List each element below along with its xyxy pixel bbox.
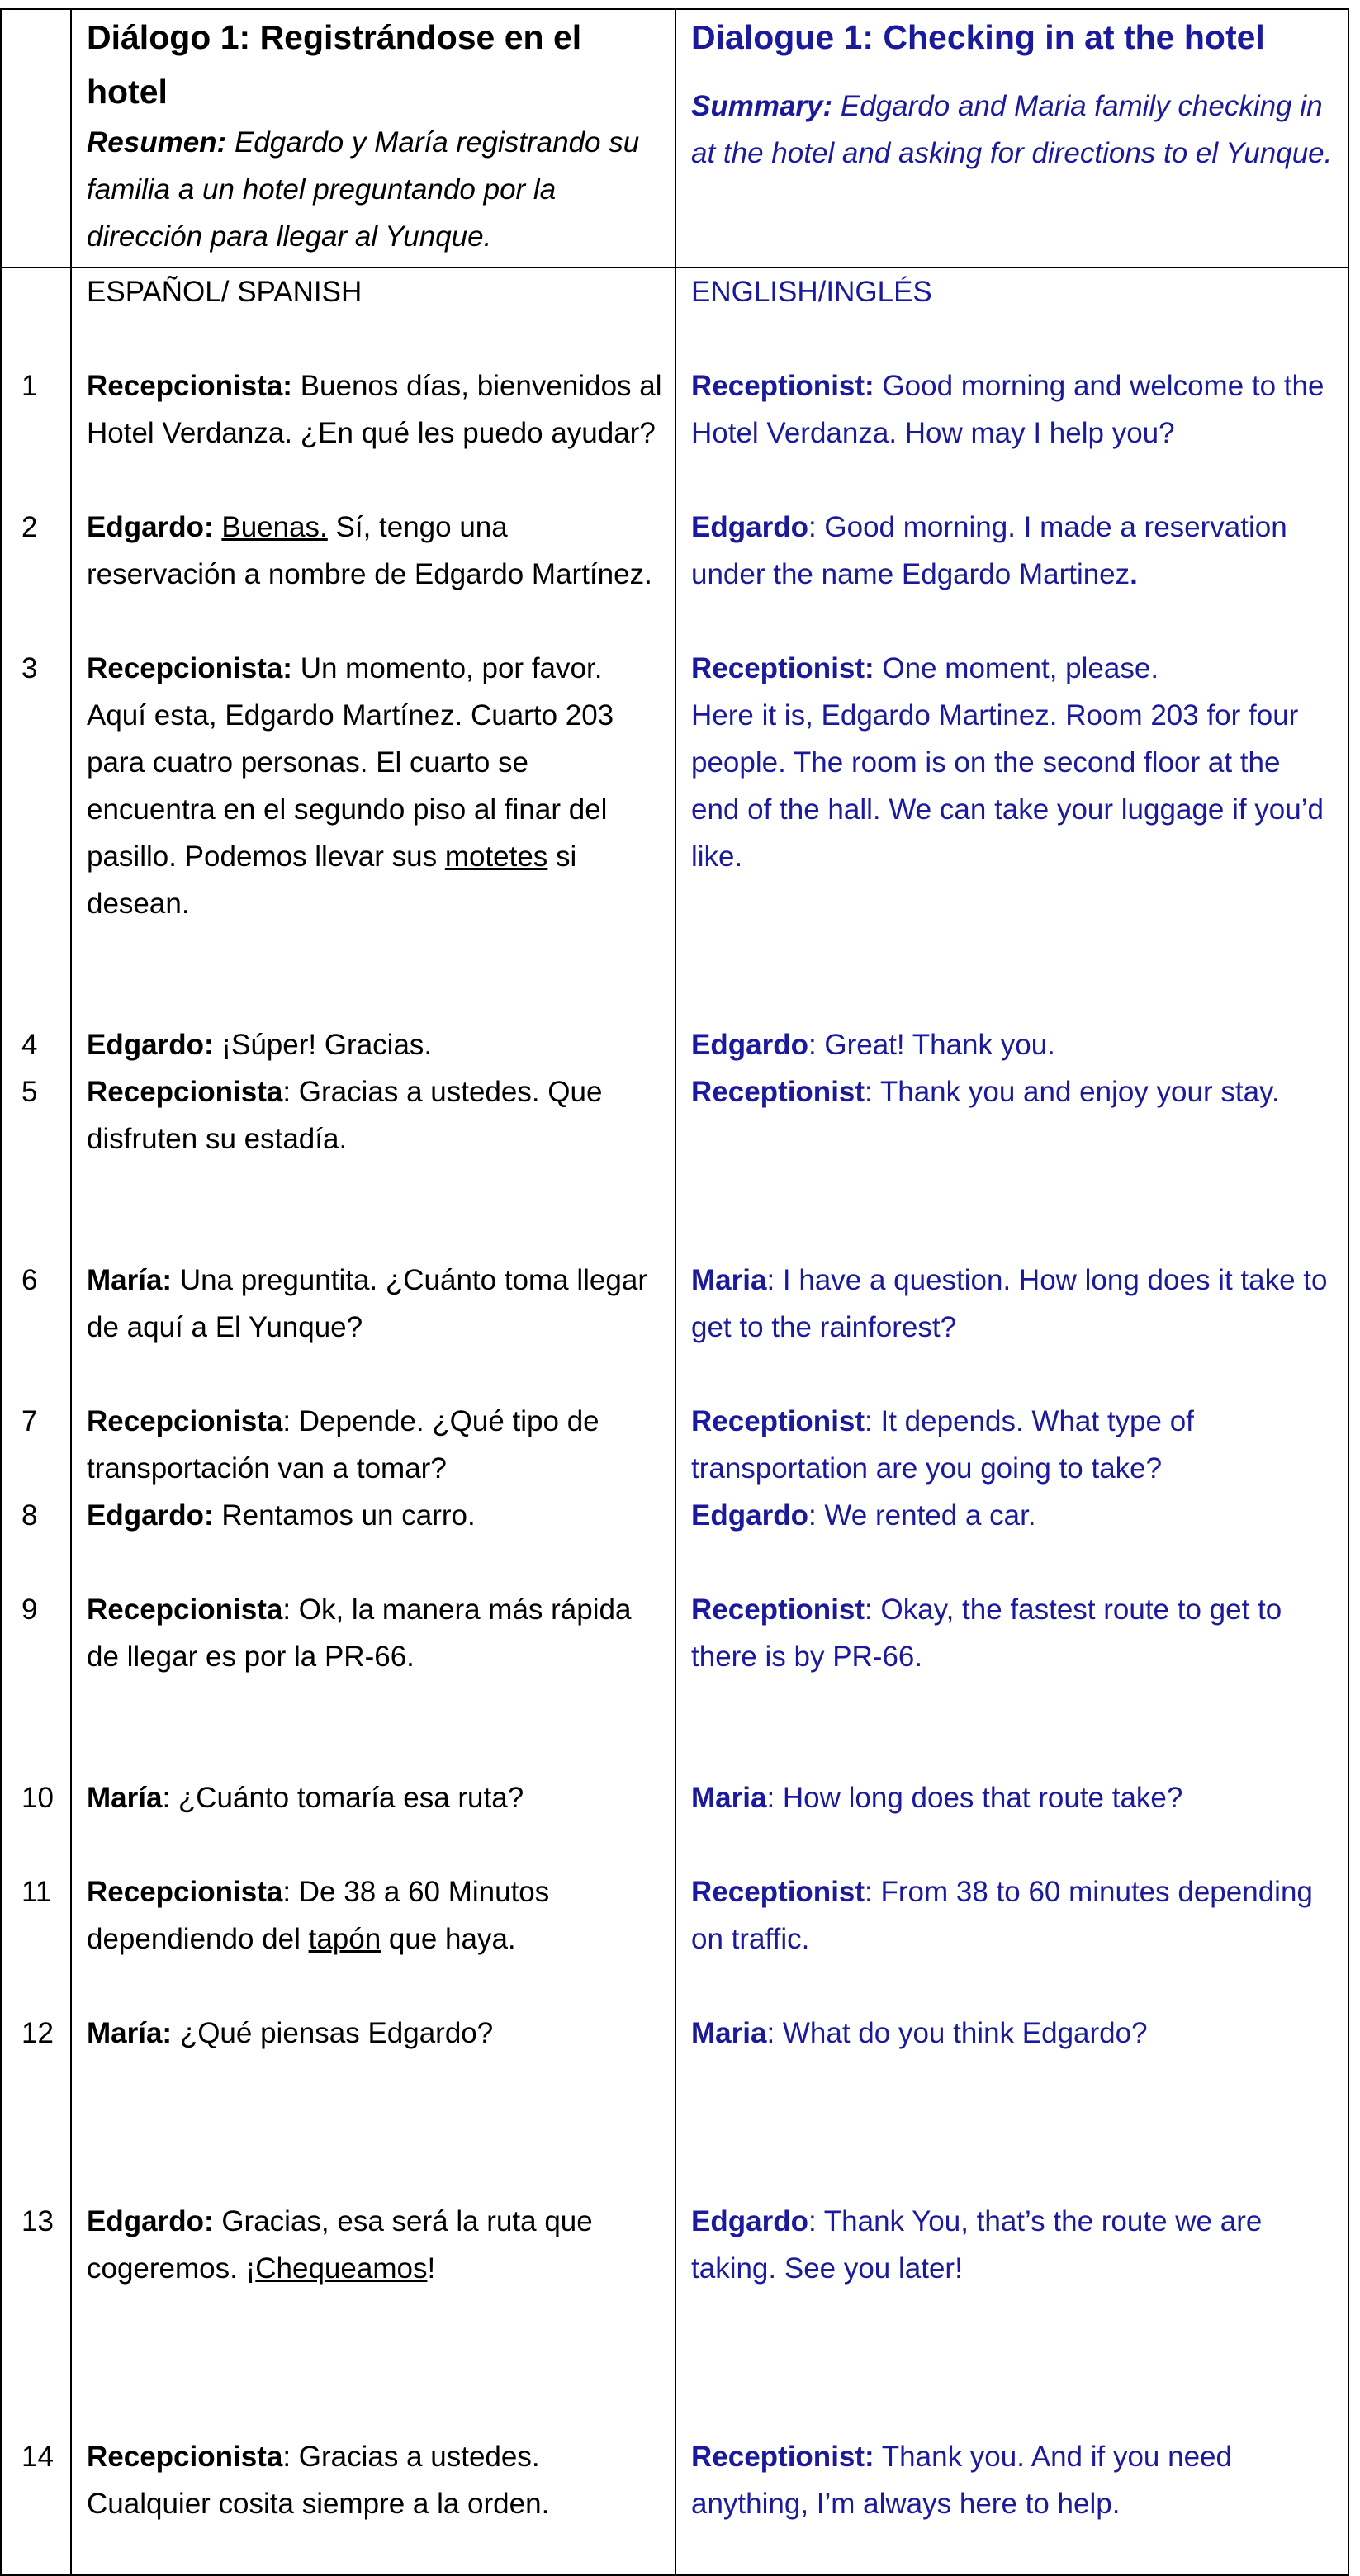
spanish-line-text: : Gracias a ustedes. Cualquier cosita siempre a la orden. xyxy=(87,2441,550,2520)
english-line-text: Thank you. And if you need anything, I’m always here to help. xyxy=(691,2441,1232,2520)
spanish-line xyxy=(71,1963,675,2104)
english-line-text: One moment, please. xyxy=(874,652,1159,684)
spanish-line-text: Aquí esta, Edgardo Martínez. Cuarto 203 para cuatro personas. El cuarto se encuentra en el segundo piso al finar del pasillo. Podemos llevar sus xyxy=(87,699,614,873)
english-line-text: : What do you think Edgardo? xyxy=(766,2017,1148,2049)
english-column-label: ENGLISH/INGLÉS xyxy=(675,268,1348,315)
speaker-name: Receptionist: xyxy=(691,370,874,402)
line-number: 11 xyxy=(1,1821,71,1963)
english-line-text: : It depends. What type of transportation are you going to take? xyxy=(691,1405,1194,1485)
language-label-row xyxy=(1,268,1348,315)
english-line xyxy=(675,1727,1348,1821)
speaker-name: Maria xyxy=(691,1264,767,1296)
speaker-name: Recepcionista: xyxy=(87,370,292,402)
english-line-text: : Good morning. I made a reservation under the name Edgardo Martinez xyxy=(691,511,1287,590)
speaker-name: Receptionist xyxy=(691,1593,865,1626)
english-line-end: . xyxy=(1130,558,1138,590)
speaker-name: Maria xyxy=(691,2017,767,2049)
line-number: 4 xyxy=(1,974,71,1068)
speaker-name: Receptionist xyxy=(691,1876,865,1908)
english-line-text: : From 38 to 60 minutes depending on traffic. xyxy=(691,1876,1313,1955)
spanish-line xyxy=(71,315,675,457)
english-line xyxy=(675,457,1348,598)
spanish-summary-text: Edgardo y María registrando su familia a un hotel preguntando por la dirección para llegar al Yunque. xyxy=(87,126,640,253)
spanish-dialogue-title: Diálogo 1: Registrándose en el hotel xyxy=(87,18,582,111)
dialogue-row xyxy=(1,1351,1348,1492)
speaker-name: Maria xyxy=(691,1782,767,1814)
english-line xyxy=(675,1210,1348,1351)
english-line xyxy=(675,974,1348,1068)
spanish-line-text: Un momento, por favor. xyxy=(291,652,603,684)
underlined-word: Chequeamos xyxy=(255,2252,428,2285)
spanish-line-text: Una preguntita. ¿Cuánto toma llegar de aquí a El Yunque? xyxy=(87,1264,647,1343)
speaker-name: Edgardo: xyxy=(87,2205,214,2237)
speaker-name: María: xyxy=(87,2017,173,2049)
english-summary xyxy=(691,83,1336,177)
speaker-name: Edgardo xyxy=(691,511,808,543)
speaker-name: Receptionist xyxy=(691,1405,865,1437)
speaker-name: Receptionist: xyxy=(691,652,874,684)
dialogue-row xyxy=(1,598,1348,692)
spanish-column-label: ESPAÑOL/ SPANISH xyxy=(71,268,675,315)
underlined-word: Buenas. xyxy=(221,511,328,543)
dialogue-row xyxy=(1,457,1348,598)
line-number: 14 xyxy=(1,2339,71,2575)
spanish-line-text: Rentamos un carro. xyxy=(213,1499,476,1532)
line-number xyxy=(1,692,71,974)
spanish-line-text: si desean. xyxy=(87,841,577,920)
speaker-name: Edgardo: xyxy=(87,1029,214,1061)
dialogue-row xyxy=(1,1492,1348,1586)
english-summary-text: Edgardo and Maria family checking in at the hotel and asking for directions to el Yunque. xyxy=(691,90,1333,169)
english-line-text: : Thank You, that’s the route we are taking. See you later! xyxy=(691,2205,1263,2285)
english-line xyxy=(675,1963,1348,2104)
english-line xyxy=(675,598,1348,692)
spanish-summary xyxy=(87,119,663,260)
spanish-line xyxy=(71,2339,675,2575)
english-line-text: : Thank you and enjoy your stay. xyxy=(865,1076,1280,1108)
spanish-line-text: Sí, tengo una reservación a nombre de Edgardo Martínez. xyxy=(87,511,652,590)
line-number: 5 xyxy=(1,1068,71,1210)
line-number: 7 xyxy=(1,1351,71,1492)
spanish-line xyxy=(71,1351,675,1492)
spanish-line-text: : Gracias a ustedes. Que disfruten su estadía. xyxy=(87,1076,603,1155)
speaker-name: Recepcionista: xyxy=(87,652,292,684)
underlined-word: tapón xyxy=(308,1923,381,1955)
english-line-text: : Great! Thank you. xyxy=(808,1029,1055,1061)
spanish-line-text: : ¿Cuánto tomaría esa ruta? xyxy=(162,1782,524,1814)
spanish-line-text: ! xyxy=(427,2252,436,2285)
speaker-name: Receptionist: xyxy=(691,2441,874,2473)
speaker-name: Recepcionista xyxy=(87,1876,283,1908)
speaker-name: María xyxy=(87,1782,163,1814)
dialogue-row xyxy=(1,1727,1348,1821)
line-number: 3 xyxy=(1,598,71,692)
dialogue-row xyxy=(1,692,1348,974)
spanish-line-text: Buenos días, bienvenidos al Hotel Verdanza. ¿En qué les puedo ayudar? xyxy=(87,370,662,449)
dialogue-row xyxy=(1,974,1348,1068)
spanish-line xyxy=(71,1821,675,1963)
speaker-name: Receptionist xyxy=(691,1076,865,1108)
english-line-text: : We rented a car. xyxy=(808,1499,1036,1532)
english-line xyxy=(675,315,1348,457)
spanish-line xyxy=(71,1068,675,1210)
speaker-name: Edgardo xyxy=(691,2205,808,2237)
line-number: 12 xyxy=(1,1963,71,2104)
spanish-line-text: Gracias, esa será la ruta que cogeremos. ¡ xyxy=(87,2205,593,2285)
spanish-line-text: : Depende. ¿Qué tipo de transportación van a tomar? xyxy=(87,1405,599,1485)
english-line-text: : I have a question. How long does it take to get to the rainforest? xyxy=(691,1264,1328,1343)
english-line-text: : Okay, the fastest route to get to there is by PR-66. xyxy=(691,1593,1282,1673)
dialogue-row xyxy=(1,1963,1348,2104)
line-number: 6 xyxy=(1,1210,71,1351)
english-dialogue-title: Dialogue 1: Checking in at the hotel xyxy=(691,18,1265,56)
line-number: 13 xyxy=(1,2104,71,2339)
header-number-cell xyxy=(1,9,71,268)
english-line xyxy=(675,1492,1348,1586)
spanish-line-text: que haya. xyxy=(381,1923,516,1955)
header-row xyxy=(1,9,1348,268)
english-line xyxy=(675,2104,1348,2339)
dialogue-row xyxy=(1,2339,1348,2575)
spanish-line xyxy=(71,1727,675,1821)
dialogue-row xyxy=(1,1210,1348,1351)
dialogue-row xyxy=(1,1586,1348,1727)
spanish-line-text xyxy=(214,511,222,543)
underlined-word: motetes xyxy=(444,841,548,873)
spanish-line-text: : De 38 a 60 Minutos dependiendo del xyxy=(87,1876,550,1955)
dialogue-row xyxy=(1,315,1348,457)
speaker-name: Edgardo xyxy=(691,1029,808,1061)
spanish-header-cell xyxy=(71,9,675,268)
line-number: 1 xyxy=(1,315,71,457)
dialogue-row xyxy=(1,1068,1348,1210)
dialogue-table xyxy=(0,8,1349,2576)
speaker-name: Edgardo xyxy=(691,1499,808,1532)
english-line-text: Here it is, Edgardo Martinez. Room 203 for four people. The room is on the second floor at the end of the hall. We can take your luggage if you’d like. xyxy=(691,699,1324,873)
english-line xyxy=(675,1351,1348,1492)
line-number: 2 xyxy=(1,457,71,598)
line-number: 8 xyxy=(1,1492,71,1586)
english-line xyxy=(675,692,1348,974)
spanish-line xyxy=(71,1492,675,1586)
dialogue-lines xyxy=(1,315,1348,2575)
spanish-line-text: : Ok, la manera más rápida de llegar es por la PR-66. xyxy=(87,1593,632,1673)
dialogue-row xyxy=(1,2104,1348,2339)
english-line xyxy=(675,2339,1348,2575)
english-line-text: Good morning and welcome to the Hotel Verdanza. How may I help you? xyxy=(691,370,1324,449)
spanish-line xyxy=(71,1586,675,1727)
english-line xyxy=(675,1586,1348,1727)
speaker-name: Edgardo: xyxy=(87,1499,214,1532)
english-summary-label: Summary: xyxy=(691,90,833,122)
spanish-line-text: ¿Qué piensas Edgardo? xyxy=(172,2017,494,2049)
english-line-text: : How long does that route take? xyxy=(766,1782,1183,1814)
english-line xyxy=(675,1821,1348,1963)
english-header-cell xyxy=(675,9,1348,268)
speaker-name: Recepcionista xyxy=(87,1076,283,1108)
spanish-line xyxy=(71,598,675,692)
speaker-name: Recepcionista xyxy=(87,2441,283,2473)
speaker-name: Recepcionista xyxy=(87,1405,283,1437)
line-number: 10 xyxy=(1,1727,71,1821)
english-line xyxy=(675,1068,1348,1210)
spanish-summary-label: Resumen: xyxy=(87,126,227,159)
spanish-line xyxy=(71,1210,675,1351)
line-number: 9 xyxy=(1,1586,71,1727)
speaker-name: María: xyxy=(87,1264,173,1296)
dialogue-row xyxy=(1,1821,1348,1963)
speaker-name: Edgardo: xyxy=(87,511,214,543)
spanish-line-text: ¡Súper! Gracias. xyxy=(213,1029,433,1061)
speaker-name: Recepcionista xyxy=(87,1593,283,1626)
spanish-line xyxy=(71,974,675,1068)
spanish-line xyxy=(71,2104,675,2339)
spanish-line xyxy=(71,692,675,974)
spanish-line xyxy=(71,457,675,598)
